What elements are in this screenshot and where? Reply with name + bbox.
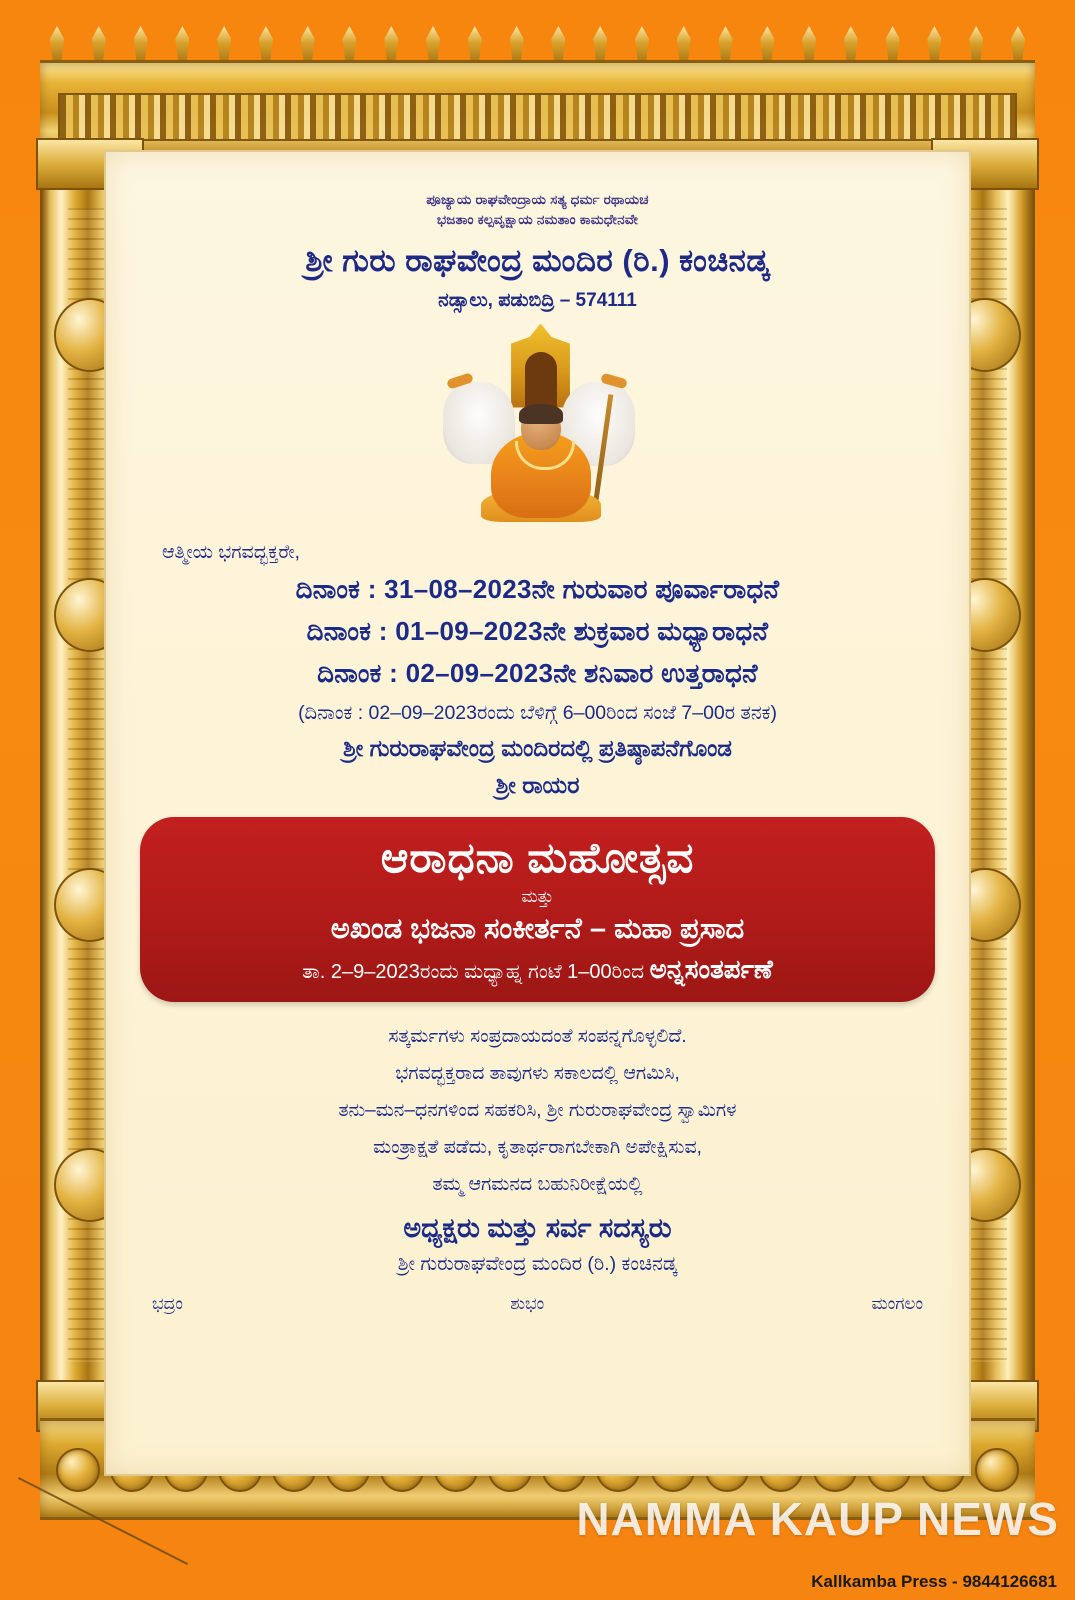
event-footer-prefix: ತಾ. 2–9–2023ರಂದು ಮಧ್ಯಾಹ್ನ ಗಂಟೆ 1–00ರಿಂದ	[302, 960, 645, 983]
venue-line-2: ಶ್ರೀ ರಾಯರ	[495, 771, 580, 798]
guru-raghavendra-illustration	[433, 324, 643, 524]
event-main-title: ಆರಾಧನಾ ಮಹೋತ್ಸವ	[380, 833, 695, 881]
event-subtitle: ಅಖಂಡ ಭಜನಾ ಸಂಕೀರ್ತನೆ – ಮಹಾ ಪ್ರಸಾದ	[330, 912, 745, 945]
greeting-text: ಆತ್ಮೀಯ ಭಗವದ್ಭಕ್ತರೇ,	[162, 541, 300, 563]
body-line-2: ಭಗವದ್ಭಕ್ತರಾದ ತಾವುಗಳು ಸಕಾಲದಲ್ಲಿ ಆಗಮಿಸಿ,	[395, 1062, 680, 1084]
invitation-card	[104, 150, 971, 1476]
event-conjunction: ಮತ್ತು	[521, 886, 554, 906]
organization-title: ಶ್ರೀ ಗುರು ರಾಘವೇಂದ್ರ ಮಂದಿರ (ರಿ.) ಕಂಚಿನಡ್ಕ	[305, 242, 770, 278]
event-footer-highlight: ಅನ್ನಸಂತರ್ಪಣೆ	[649, 953, 773, 984]
event-banner	[140, 817, 935, 1002]
venue-line-1: ಶ್ರೀ ಗುರುರಾಘವೇಂದ್ರ ಮಂದಿರದಲ್ಲಿ ಪ್ರತಿಷ್ಠಾಪನೆಗೊಂಡ	[343, 734, 732, 761]
body-line-4: ಮಂತ್ರಾಕ್ಷತೆ ಪಡೆದು, ಕೃತಾರ್ಥರಾಗಬೇಕಾಗಿ ಅಪೇಕ್ಷಿಸುವ,	[373, 1136, 702, 1158]
date-line-1: ದಿನಾಂಕ : 31–08–2023ನೇ ಗುರುವಾರ ಪೂರ್ವಾರಾಧನೆ	[295, 573, 780, 604]
blessing-right: ಮಂಗಲಂ	[871, 1293, 923, 1313]
blessing-left: ಭದ್ರಂ	[152, 1293, 183, 1313]
body-line-5: ತಮ್ಮ ಆಗಮನದ ಬಹುನಿರೀಕ್ಷೆಯಲ್ಲಿ	[432, 1173, 643, 1195]
invitation-content	[106, 190, 969, 1314]
blessing-center: ಶುಭಂ	[510, 1293, 545, 1313]
date-line-3: ದಿನಾಂಕ : 02–09–2023ನೇ ಶನಿವಾರ ಉತ್ತರಾಧನೆ	[317, 657, 758, 688]
event-footer	[156, 954, 919, 986]
timing-note: (ದಿನಾಂಕ : 02–09–2023ರಂದು ಬೆಳಿಗ್ಗೆ 6–00ರಿಂದ ಸಂಜೆ 7–00ರ ತನಕ)	[298, 701, 777, 724]
watermark-text: NAMMA KAUP NEWS	[576, 1493, 1059, 1545]
shloka-line-2: ಭಜತಾಂ ಕಲ್ಪವೃಕ್ಷಾಯ ನಮತಾಂ ಕಾಮಧೇನವೇ	[436, 212, 639, 228]
date-line-2: ದಿನಾಂಕ : 01–09–2023ನೇ ಶುಕ್ರವಾರ ಮಧ್ಯಾರಾಧನೆ	[306, 615, 769, 646]
body-line-3: ತನು–ಮನ–ಧನಗಳಿಂದ ಸಹಕರಿಸಿ, ಶ್ರೀ ಗುರುರಾಘವೇಂದ್ರ ಸ್ವಾಮಿಗಳ	[338, 1099, 737, 1121]
body-line-1: ಸತ್ಕರ್ಮಗಳು ಸಂಪ್ರದಾಯದಂತೆ ಸಂಪನ್ನಗೊಳ್ಳಲಿದೆ.	[388, 1025, 687, 1047]
signoff-title: ಅಧ್ಯಕ್ಷರು ಮತ್ತು ಸರ್ವ ಸದಸ್ಯರು	[403, 1212, 672, 1243]
body-paragraph	[106, 1018, 969, 1203]
frame-top-spikes	[50, 26, 1025, 64]
press-credit: Kallkamba Press - 9844126681	[811, 1572, 1057, 1591]
shloka-line-1: ಪೂಜ್ಯಾಯ ರಾಘವೇಂದ್ರಾಯ ಸತ್ಯ ಧರ್ಮ ರಥಾಯಚ	[426, 192, 649, 207]
blessing-footer	[106, 1294, 969, 1314]
signoff-organization: ಶ್ರೀ ಗುರುರಾಘವೇಂದ್ರ ಮಂದಿರ (ರಿ.) ಕಂಚಿನಡ್ಕ	[397, 1252, 678, 1275]
organization-address: ನಡ್ಸಾಲು, ಪಡುಬಿದ್ರಿ – 574111	[438, 289, 637, 311]
